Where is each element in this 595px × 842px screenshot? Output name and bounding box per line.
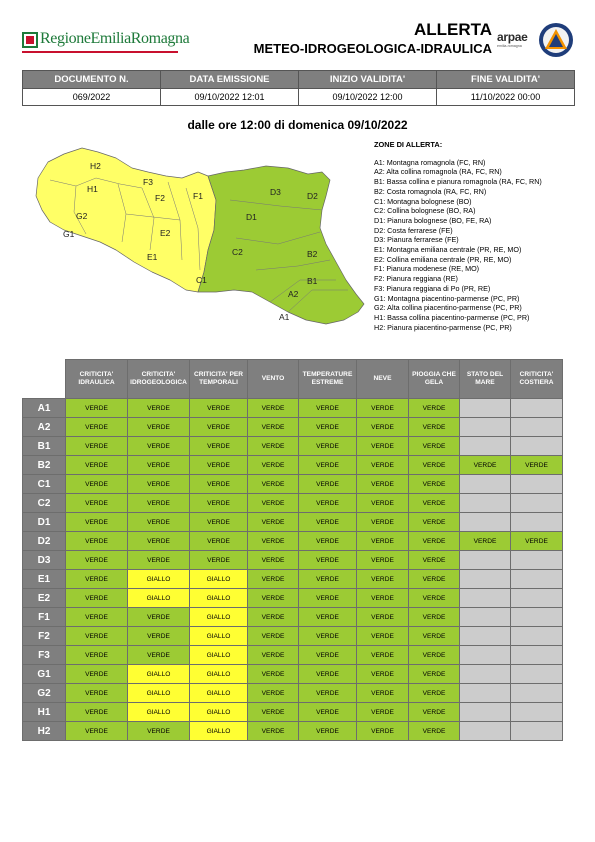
- alert-level-cell: VERDE: [299, 684, 357, 703]
- alert-level-cell: VERDE: [248, 570, 299, 589]
- map-label: D3: [270, 187, 281, 197]
- zone-label: D2: [23, 532, 66, 551]
- zone-label: G2: [23, 684, 66, 703]
- arpae-subname: emilia-romagna: [497, 44, 522, 48]
- matrix-column-header: TEMPERATURE ESTREME: [299, 360, 357, 399]
- zone-label: F1: [23, 608, 66, 627]
- alert-level-cell: VERDE: [128, 513, 190, 532]
- alert-level-cell: VERDE: [357, 437, 409, 456]
- alert-level-cell: VERDE: [357, 494, 409, 513]
- alert-level-cell: VERDE: [511, 532, 563, 551]
- validity-end-header: FINE VALIDITA': [437, 71, 575, 89]
- map-label: B1: [307, 276, 318, 286]
- alert-level-cell: VERDE: [128, 646, 190, 665]
- alert-level-cell: VERDE: [66, 627, 128, 646]
- alert-level-cell: VERDE: [409, 418, 460, 437]
- alert-level-cell: VERDE: [299, 608, 357, 627]
- alert-level-cell: VERDE: [128, 627, 190, 646]
- matrix-column-header: STATO DEL MARE: [460, 360, 511, 399]
- alert-level-cell: [511, 589, 563, 608]
- issue-date: 09/10/2022 12:01: [161, 89, 299, 106]
- alert-level-cell: VERDE: [248, 475, 299, 494]
- alert-level-cell: [460, 437, 511, 456]
- map-label: D2: [307, 191, 318, 201]
- matrix-row: [23, 551, 563, 570]
- map-label: F3: [143, 177, 153, 187]
- alert-level-cell: [511, 399, 563, 418]
- matrix-row: [23, 513, 563, 532]
- zone-legend-item: F1: Pianura modenese (RE, MO): [374, 264, 480, 274]
- alert-level-cell: VERDE: [409, 437, 460, 456]
- issue-date-header: DATA EMISSIONE: [161, 71, 299, 89]
- alert-level-cell: VERDE: [299, 532, 357, 551]
- alert-level-cell: VERDE: [357, 722, 409, 741]
- zone-legend-item: D3: Pianura ferrarese (FE): [374, 235, 459, 245]
- alert-level-cell: VERDE: [190, 456, 248, 475]
- alert-level-cell: VERDE: [66, 665, 128, 684]
- alert-level-cell: VERDE: [66, 494, 128, 513]
- alert-level-cell: VERDE: [299, 494, 357, 513]
- zone-label: C2: [23, 494, 66, 513]
- protezione-civile-logo: [538, 22, 574, 58]
- alert-level-cell: VERDE: [248, 437, 299, 456]
- matrix-row: [23, 570, 563, 589]
- alert-level-cell: VERDE: [357, 456, 409, 475]
- alert-level-cell: VERDE: [248, 513, 299, 532]
- zone-label: C1: [23, 475, 66, 494]
- alert-level-cell: VERDE: [299, 589, 357, 608]
- matrix-column-header: CRITICITA' COSTIERA: [511, 360, 563, 399]
- alert-level-cell: VERDE: [190, 532, 248, 551]
- map-label: A2: [288, 289, 299, 299]
- alert-level-cell: VERDE: [357, 589, 409, 608]
- arpae-name: arpae: [497, 30, 528, 44]
- alert-level-cell: VERDE: [299, 456, 357, 475]
- zone-legend-item: F3: Pianura reggiana di Po (PR, RE): [374, 283, 491, 293]
- alert-level-cell: VERDE: [190, 399, 248, 418]
- alert-level-cell: VERDE: [299, 570, 357, 589]
- matrix-column-header: VENTO: [248, 360, 299, 399]
- alert-level-cell: VERDE: [409, 589, 460, 608]
- alert-level-cell: VERDE: [66, 551, 128, 570]
- alert-level-cell: GIALLO: [128, 703, 190, 722]
- alert-level-cell: [511, 437, 563, 456]
- alert-level-cell: [460, 589, 511, 608]
- alert-level-cell: VERDE: [357, 551, 409, 570]
- alert-level-cell: GIALLO: [190, 665, 248, 684]
- alert-level-cell: VERDE: [248, 608, 299, 627]
- zone-legend-item: G1: Montagna piacentino-parmense (PC, PR): [374, 293, 520, 303]
- alert-level-cell: [511, 703, 563, 722]
- matrix-column-header: CRITICITA' IDROGEOLOGICA: [128, 360, 190, 399]
- zone-legend-item: F2: Pianura reggiana (RE): [374, 274, 458, 284]
- alert-level-cell: VERDE: [248, 722, 299, 741]
- alert-level-cell: VERDE: [248, 532, 299, 551]
- alert-level-cell: GIALLO: [190, 722, 248, 741]
- alert-level-cell: VERDE: [299, 475, 357, 494]
- alert-level-cell: [511, 646, 563, 665]
- alert-level-cell: VERDE: [190, 418, 248, 437]
- zone-label: D3: [23, 551, 66, 570]
- alert-level-cell: GIALLO: [128, 589, 190, 608]
- alert-level-cell: VERDE: [409, 627, 460, 646]
- map-label: H2: [90, 161, 101, 171]
- alert-level-cell: VERDE: [128, 532, 190, 551]
- alert-level-cell: VERDE: [248, 646, 299, 665]
- alert-level-cell: VERDE: [248, 551, 299, 570]
- alert-level-cell: [460, 703, 511, 722]
- matrix-column-header: CRITICITA' PER TEMPORALI: [190, 360, 248, 399]
- alert-level-cell: VERDE: [460, 456, 511, 475]
- alert-level-cell: VERDE: [248, 456, 299, 475]
- alert-level-cell: VERDE: [66, 418, 128, 437]
- matrix-column-header: NEVE: [357, 360, 409, 399]
- alert-level-cell: VERDE: [357, 418, 409, 437]
- matrix-row: [23, 684, 563, 703]
- alert-level-cell: VERDE: [409, 532, 460, 551]
- zone-legend-item: B1: Bassa collina e pianura romagnola (RA, FC, RN): [374, 177, 542, 187]
- alert-level-cell: VERDE: [409, 608, 460, 627]
- alert-level-cell: [511, 608, 563, 627]
- alert-level-cell: [460, 608, 511, 627]
- map-label: C1: [196, 275, 207, 285]
- matrix-row: [23, 589, 563, 608]
- document-info-table: [22, 70, 575, 106]
- regione-emilia-romagna-logo: [22, 30, 190, 52]
- zone-legend-item: C2: Collina bolognese (BO, RA): [374, 206, 476, 216]
- alert-level-cell: [460, 418, 511, 437]
- zone-legend-item: H1: Bassa collina piacentino-parmense (PC, PR): [374, 312, 530, 322]
- alert-level-cell: VERDE: [299, 551, 357, 570]
- matrix-row: [23, 532, 563, 551]
- alert-level-cell: [511, 627, 563, 646]
- matrix-corner: [23, 360, 66, 399]
- map-label: A1: [279, 312, 290, 322]
- alert-level-cell: VERDE: [190, 494, 248, 513]
- zone-label: F3: [23, 646, 66, 665]
- alert-level-cell: [460, 551, 511, 570]
- alert-level-cell: VERDE: [128, 475, 190, 494]
- alert-level-cell: [460, 646, 511, 665]
- alert-level-cell: VERDE: [66, 475, 128, 494]
- alert-level-cell: [511, 494, 563, 513]
- matrix-row: [23, 722, 563, 741]
- validity-end: 11/10/2022 00:00: [437, 89, 575, 106]
- alert-level-cell: VERDE: [409, 646, 460, 665]
- alert-level-cell: VERDE: [66, 589, 128, 608]
- zone-legend-item: A2: Alta collina romagnola (RA, FC, RN): [374, 167, 502, 177]
- validity-start-header: INIZIO VALIDITA': [299, 71, 437, 89]
- alert-level-cell: VERDE: [511, 456, 563, 475]
- matrix-row: [23, 703, 563, 722]
- doc-number: 069/2022: [23, 89, 161, 106]
- zone-label: G1: [23, 665, 66, 684]
- alert-level-cell: VERDE: [248, 684, 299, 703]
- alert-level-cell: VERDE: [357, 646, 409, 665]
- matrix-column-header: CRITICITA' IDRAULICA: [66, 360, 128, 399]
- map-label: H1: [87, 184, 98, 194]
- alert-level-cell: VERDE: [409, 494, 460, 513]
- map-zones: [36, 148, 364, 324]
- alert-level-cell: VERDE: [299, 646, 357, 665]
- zone-label: E2: [23, 589, 66, 608]
- zone-legend-item: G2: Alta collina piacentino-parmense (PC, PR): [374, 303, 522, 313]
- alert-level-cell: VERDE: [357, 665, 409, 684]
- alert-level-cell: VERDE: [409, 513, 460, 532]
- alert-level-cell: [511, 551, 563, 570]
- matrix-row: [23, 399, 563, 418]
- alert-level-cell: VERDE: [409, 551, 460, 570]
- alert-level-cell: VERDE: [66, 399, 128, 418]
- alert-level-cell: VERDE: [66, 608, 128, 627]
- alert-level-cell: GIALLO: [190, 703, 248, 722]
- alert-level-cell: VERDE: [248, 589, 299, 608]
- alert-level-cell: VERDE: [357, 570, 409, 589]
- alert-level-cell: VERDE: [128, 551, 190, 570]
- alert-level-cell: [460, 399, 511, 418]
- map-area-green: [198, 166, 364, 324]
- alert-level-cell: VERDE: [357, 399, 409, 418]
- zone-legend-item: H2: Pianura piacentino-parmense (PC, PR): [374, 322, 512, 332]
- alert-level-cell: [460, 494, 511, 513]
- alert-level-cell: VERDE: [299, 399, 357, 418]
- alert-level-cell: VERDE: [299, 703, 357, 722]
- map-label: F2: [155, 193, 165, 203]
- alert-matrix-table: [22, 359, 563, 741]
- alert-level-cell: VERDE: [357, 532, 409, 551]
- alert-level-cell: VERDE: [299, 665, 357, 684]
- alert-level-cell: VERDE: [409, 703, 460, 722]
- alert-level-cell: VERDE: [357, 608, 409, 627]
- alert-level-cell: [511, 513, 563, 532]
- alert-level-cell: VERDE: [409, 456, 460, 475]
- document-title: ALLERTA: [413, 20, 492, 39]
- alert-level-cell: VERDE: [190, 475, 248, 494]
- alert-level-cell: VERDE: [248, 665, 299, 684]
- map-label: E2: [160, 228, 171, 238]
- alert-level-cell: VERDE: [128, 399, 190, 418]
- alert-level-cell: VERDE: [66, 437, 128, 456]
- map-label: F1: [193, 191, 203, 201]
- alert-level-cell: VERDE: [299, 437, 357, 456]
- zone-label: E1: [23, 570, 66, 589]
- alert-level-cell: [511, 418, 563, 437]
- zone-legend-item: B2: Costa romagnola (RA, FC, RN): [374, 186, 487, 196]
- alert-level-cell: VERDE: [66, 703, 128, 722]
- map-label: B2: [307, 249, 318, 259]
- alert-level-cell: VERDE: [248, 703, 299, 722]
- regione-flag-icon: [22, 32, 38, 48]
- alert-level-cell: GIALLO: [190, 570, 248, 589]
- zone-legend-item: C1: Montagna bolognese (BO): [374, 196, 472, 206]
- alert-level-cell: VERDE: [248, 399, 299, 418]
- alert-level-cell: [460, 570, 511, 589]
- matrix-row: [23, 475, 563, 494]
- alert-level-cell: GIALLO: [190, 646, 248, 665]
- alert-level-cell: GIALLO: [128, 684, 190, 703]
- matrix-row: [23, 646, 563, 665]
- alert-level-cell: VERDE: [66, 570, 128, 589]
- doc-number-header: DOCUMENTO N.: [23, 71, 161, 89]
- alert-level-cell: VERDE: [190, 551, 248, 570]
- alert-level-cell: GIALLO: [190, 627, 248, 646]
- alert-level-cell: VERDE: [190, 437, 248, 456]
- alert-level-cell: [460, 627, 511, 646]
- matrix-row: [23, 627, 563, 646]
- alert-level-cell: GIALLO: [128, 665, 190, 684]
- alert-level-cell: VERDE: [128, 494, 190, 513]
- alert-level-cell: VERDE: [357, 513, 409, 532]
- alert-level-cell: VERDE: [460, 532, 511, 551]
- alert-level-cell: VERDE: [128, 608, 190, 627]
- alert-level-cell: [460, 665, 511, 684]
- matrix-row: [23, 437, 563, 456]
- zone-label: B2: [23, 456, 66, 475]
- alert-level-cell: VERDE: [190, 513, 248, 532]
- validity-period-subtitle: dalle ore 12:00 di domenica 09/10/2022: [187, 118, 408, 132]
- alert-level-cell: VERDE: [409, 665, 460, 684]
- matrix-row: [23, 494, 563, 513]
- map-label: D1: [246, 212, 257, 222]
- alert-level-cell: GIALLO: [190, 608, 248, 627]
- alert-level-cell: GIALLO: [190, 684, 248, 703]
- alert-level-cell: VERDE: [66, 513, 128, 532]
- alert-level-cell: VERDE: [66, 722, 128, 741]
- zone-label: D1: [23, 513, 66, 532]
- alert-level-cell: VERDE: [357, 627, 409, 646]
- alert-level-cell: VERDE: [248, 494, 299, 513]
- alert-level-cell: VERDE: [128, 418, 190, 437]
- logo-underline: [22, 51, 178, 53]
- matrix-row: [23, 418, 563, 437]
- zone-label: H2: [23, 722, 66, 741]
- alert-level-cell: VERDE: [128, 722, 190, 741]
- alert-level-cell: VERDE: [66, 456, 128, 475]
- alert-level-cell: VERDE: [357, 703, 409, 722]
- alert-level-cell: VERDE: [66, 684, 128, 703]
- alert-level-cell: GIALLO: [128, 570, 190, 589]
- alert-level-cell: [460, 475, 511, 494]
- document-subtitle-type: METEO-IDROGEOLOGICA-IDRAULICA: [253, 41, 492, 56]
- alert-level-cell: VERDE: [409, 399, 460, 418]
- zone-label: H1: [23, 703, 66, 722]
- matrix-row: [23, 608, 563, 627]
- alert-level-cell: VERDE: [299, 627, 357, 646]
- zone-legend-item: E1: Montagna emiliana centrale (PR, RE, MO): [374, 245, 522, 255]
- zone-legend-item: D1: Pianura bolognese (BO, FE, RA): [374, 215, 492, 225]
- matrix-row: [23, 665, 563, 684]
- alert-level-cell: [460, 684, 511, 703]
- map-area-yellow: [36, 148, 216, 292]
- alert-level-cell: VERDE: [128, 437, 190, 456]
- zone-label: F2: [23, 627, 66, 646]
- map-label: G2: [76, 211, 88, 221]
- alert-level-cell: [511, 665, 563, 684]
- alert-level-cell: VERDE: [299, 418, 357, 437]
- alert-level-cell: VERDE: [248, 418, 299, 437]
- regione-name: RegioneEmiliaRomagna: [40, 30, 190, 47]
- alert-level-cell: VERDE: [409, 722, 460, 741]
- zones-legend: [374, 140, 589, 332]
- zone-legend-item: E2: Collina emiliana centrale (PR, RE, MO): [374, 254, 512, 264]
- alert-level-cell: VERDE: [128, 456, 190, 475]
- alert-level-cell: [511, 684, 563, 703]
- alert-level-cell: [511, 722, 563, 741]
- alert-level-cell: [460, 513, 511, 532]
- zone-legend-item: D2: Costa ferrarese (FE): [374, 225, 453, 235]
- zone-label: A1: [23, 399, 66, 418]
- zone-label: A2: [23, 418, 66, 437]
- alert-level-cell: VERDE: [409, 570, 460, 589]
- alert-zones-map: [30, 140, 370, 330]
- alert-level-cell: [511, 570, 563, 589]
- zone-label: B1: [23, 437, 66, 456]
- alert-level-cell: VERDE: [409, 684, 460, 703]
- alert-level-cell: VERDE: [299, 513, 357, 532]
- validity-start: 09/10/2022 12:00: [299, 89, 437, 106]
- alert-level-cell: VERDE: [357, 475, 409, 494]
- zones-legend-title: ZONE DI ALLERTA:: [374, 140, 443, 149]
- alert-level-cell: VERDE: [66, 532, 128, 551]
- alert-level-cell: [460, 722, 511, 741]
- alert-level-cell: [511, 475, 563, 494]
- arpae-logo: [497, 30, 535, 52]
- map-label: G1: [63, 229, 75, 239]
- alert-level-cell: VERDE: [409, 475, 460, 494]
- alert-level-cell: VERDE: [357, 684, 409, 703]
- matrix-row: [23, 456, 563, 475]
- zones-legend-list: [374, 158, 589, 333]
- alert-level-cell: VERDE: [66, 646, 128, 665]
- alert-level-cell: GIALLO: [190, 589, 248, 608]
- map-label: E1: [147, 252, 158, 262]
- alert-level-cell: VERDE: [299, 722, 357, 741]
- map-label: C2: [232, 247, 243, 257]
- zone-legend-item: A1: Montagna romagnola (FC, RN): [374, 157, 486, 167]
- alert-level-cell: VERDE: [248, 627, 299, 646]
- matrix-column-header: PIOGGIA CHE GELA: [409, 360, 460, 399]
